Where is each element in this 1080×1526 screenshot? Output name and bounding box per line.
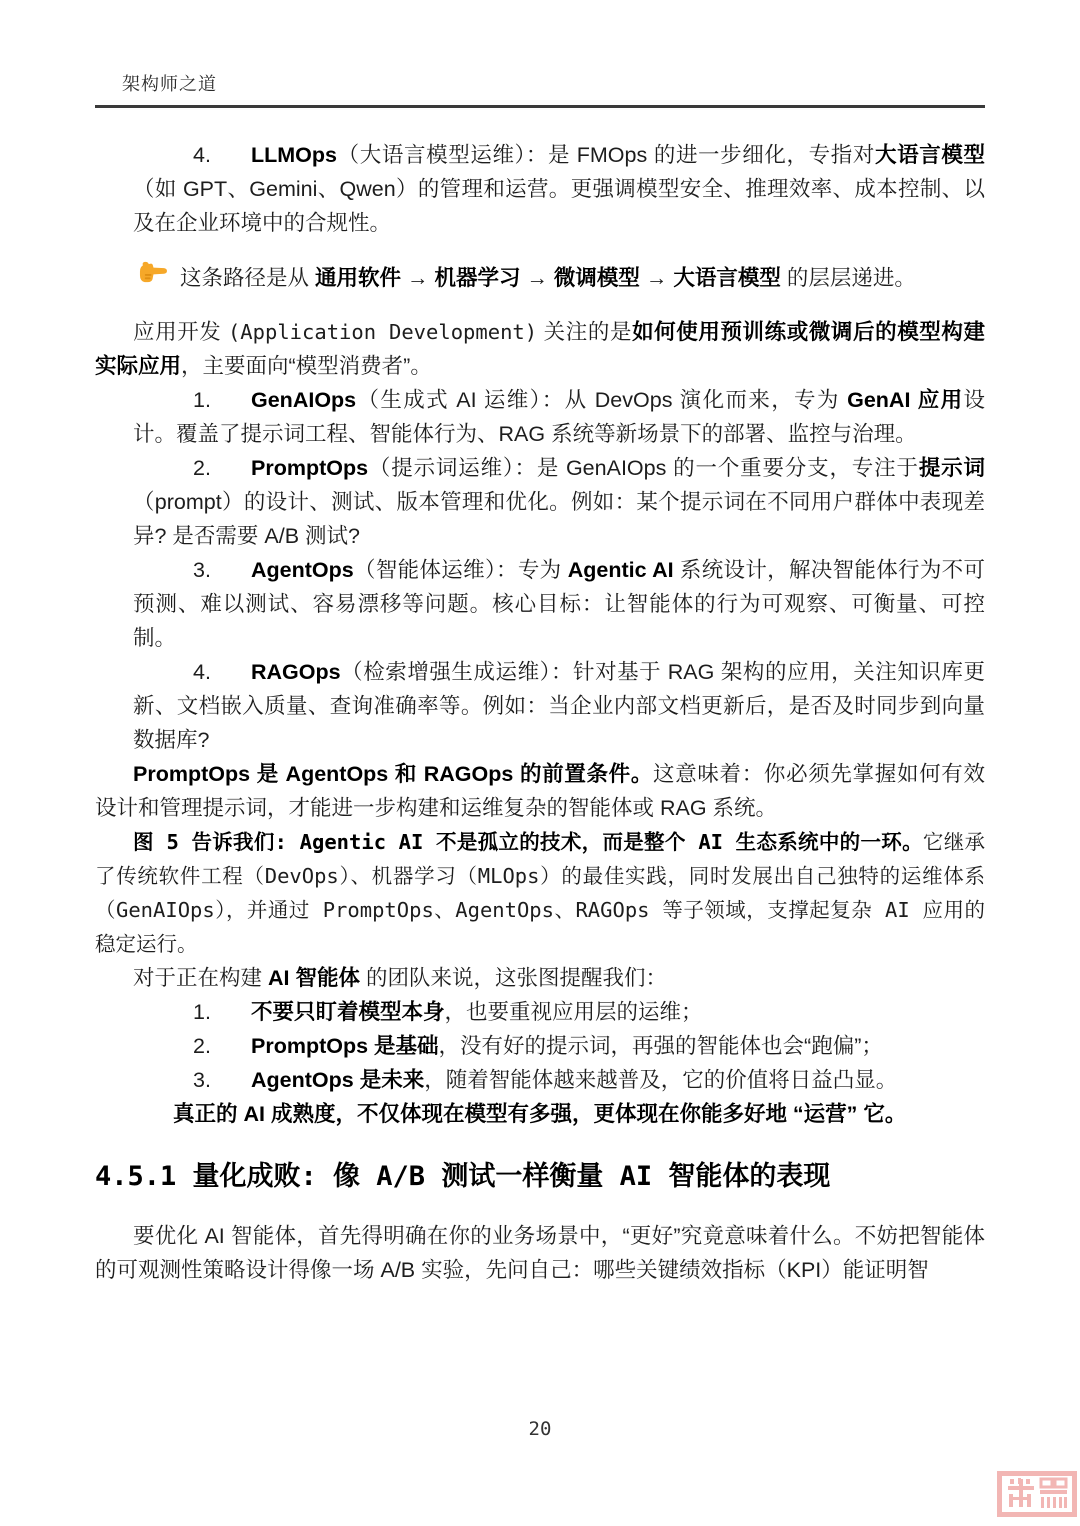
text-run: GenAI 应用 bbox=[847, 388, 964, 412]
text-run: PromptOps 是 AgentOps 和 RAGOps 的前置条件。 bbox=[133, 762, 654, 786]
text-run: 真正的 AI 成熟度，不仅体现在模型有多强，更体现在你能多好地 “运营” 它。 bbox=[173, 1102, 907, 1126]
text-run: PromptOps 是基础 bbox=[251, 1034, 439, 1058]
text-run: （prompt）的设计、测试、版本管理和优化。例如：某个提示词在不同用户群体中表现差异? 是否需要 A/B 测试? bbox=[133, 490, 985, 548]
page-header bbox=[95, 0, 985, 108]
paragraph-teams bbox=[95, 961, 985, 995]
text-run: LLMOps bbox=[251, 143, 337, 167]
paragraph-maturity bbox=[95, 1097, 985, 1131]
text-run: 这条路径是从 bbox=[180, 265, 315, 290]
text-run: → bbox=[639, 265, 674, 290]
list-item-ragops bbox=[95, 655, 985, 757]
text-run: AI 智能体 bbox=[267, 966, 360, 990]
list-number: 4. bbox=[193, 660, 211, 684]
text-run: → bbox=[520, 265, 554, 290]
list-number: 2. bbox=[193, 456, 211, 480]
callout-text bbox=[180, 261, 916, 295]
seal-stamp-icon bbox=[996, 1470, 1078, 1523]
text-run: 如何使用预训练或微调后的模型构建实际应用 bbox=[95, 320, 985, 378]
page-number: 20 bbox=[528, 1418, 552, 1440]
callout-path bbox=[137, 259, 985, 296]
paragraph-optimize bbox=[95, 1219, 985, 1287]
text-run: AgentOps bbox=[251, 558, 354, 582]
header-rule bbox=[95, 105, 985, 108]
list-item-tip2 bbox=[95, 1029, 985, 1063]
text-run: 图 5 告诉我们: Agentic AI 不是孤立的技术，而是整个 AI 生态系统中的一环。 bbox=[133, 830, 923, 854]
text-run: 对于正在构建 bbox=[133, 966, 268, 990]
list-item-llmops bbox=[95, 138, 985, 240]
list-number: 2. bbox=[193, 1034, 211, 1058]
text-run: 要优化 AI 智能体，首先得明确在你的业务场景中，“更好”究竟意味着什么。不妨把智能体的可观测性策略设计得像一场 A/B 实验，先问自己：哪些关键绩效指标（KPI）能证明智 bbox=[95, 1224, 985, 1282]
text-run: 大语言模型 bbox=[875, 143, 985, 167]
list-number: 1. bbox=[193, 388, 211, 412]
text-run: RAGOps bbox=[251, 660, 341, 684]
text-run: 不要只盯着模型本身 bbox=[251, 1000, 445, 1024]
page-footer bbox=[0, 1418, 1080, 1440]
paragraph-figure5 bbox=[95, 825, 985, 961]
text-run: ，主要面向“模型消费者”。 bbox=[181, 354, 432, 378]
text-run: （大语言模型运维）：是 FMOps 的进一步细化，专指对 bbox=[337, 143, 875, 167]
text-run: ，没有好的提示词，再强的智能体也会“跑偏”； bbox=[438, 1034, 883, 1058]
pointing-right-hand-icon bbox=[137, 259, 168, 296]
text-run: 这意味着：你必须先掌握如何有效设计和管理提示词，才能进一步构建和运维复杂的智能体或 RAG 系统。 bbox=[95, 762, 985, 820]
text-run: （如 GPT、Gemini、Qwen）的管理和运营。更强调模型安全、推理效率、成本控制、以及在企业环境中的合规性。 bbox=[133, 177, 985, 235]
list-item-agentops bbox=[95, 553, 985, 655]
text-run: ，随着智能体越来越普及，它的价值将日益凸显。 bbox=[424, 1068, 898, 1092]
text-run: (Application Development) bbox=[227, 320, 538, 344]
text-run: （智能体运维）：专为 bbox=[353, 558, 568, 582]
list-item-tip1 bbox=[95, 995, 985, 1029]
text-run: 的层层递进。 bbox=[780, 265, 916, 290]
text-run: 微调模型 bbox=[553, 265, 640, 290]
list-item-tip3 bbox=[95, 1063, 985, 1097]
text-run: 机器学习 bbox=[434, 265, 521, 290]
list-number: 4. bbox=[193, 143, 211, 167]
text-run: ，也要重视应用层的运维； bbox=[444, 1000, 703, 1024]
text-run: 大语言模型 bbox=[673, 265, 781, 290]
text-run: 它继承了传统软件工程（DevOps）、机器学习（MLOps）的最佳实践，同时发展出自己独特的运维体系（GenAIOps），并通过 PromptOps、AgentOps、RAGOps 等子领域，支撑起复杂 AI 应用的稳定运行。 bbox=[95, 830, 985, 956]
text-run: 提示词 bbox=[918, 456, 985, 480]
text-run: 设计。覆盖了提示词工程、智能体行为、RAG 系统等新场景下的部署、监控与治理。 bbox=[133, 388, 985, 446]
paragraph-precondition bbox=[95, 757, 985, 825]
paragraph-app-dev bbox=[95, 315, 985, 383]
text-run: 的团队来说，这张图提醒我们： bbox=[359, 966, 667, 990]
text-run: → bbox=[401, 265, 435, 290]
text-run: PromptOps bbox=[251, 456, 369, 480]
text-run: （生成式 AI 运维）：从 DevOps 演化而来，专为 bbox=[356, 388, 848, 412]
text-run: （提示词运维）：是 GenAIOps 的一个重要分支，专注于 bbox=[368, 456, 919, 480]
document-body bbox=[95, 138, 985, 1287]
list-number: 3. bbox=[193, 558, 211, 582]
doc-title: 架构师之道 bbox=[122, 74, 217, 94]
text-run: 应用开发 bbox=[133, 320, 228, 344]
text-run: Agentic AI bbox=[567, 558, 674, 582]
list-item-genaiops bbox=[95, 383, 985, 451]
text-run: 关注的是 bbox=[537, 320, 633, 344]
list-number: 3. bbox=[193, 1068, 211, 1092]
list-item-promptops bbox=[95, 451, 985, 553]
text-run: GenAIOps bbox=[251, 388, 357, 412]
section-heading-451: 4.5.1 量化成败: 像 A/B 测试一样衡量 AI 智能体的表现 bbox=[95, 1161, 831, 1192]
text-run: 通用软件 bbox=[314, 265, 401, 290]
text-run: （检索增强生成运维）：针对基于 RAG 架构的应用，关注知识库更新、文档嵌入质量、查询准确率等。例如：当企业内部文档更新后，是否及时同步到向量数据库? bbox=[133, 660, 985, 752]
text-run: AgentOps 是未来 bbox=[251, 1068, 425, 1092]
list-number: 1. bbox=[193, 1000, 211, 1024]
text-run: 系统设计，解决智能体行为不可预测、难以测试、容易漂移等问题。核心目标：让智能体的行为可观察、可衡量、可控制。 bbox=[133, 558, 985, 650]
